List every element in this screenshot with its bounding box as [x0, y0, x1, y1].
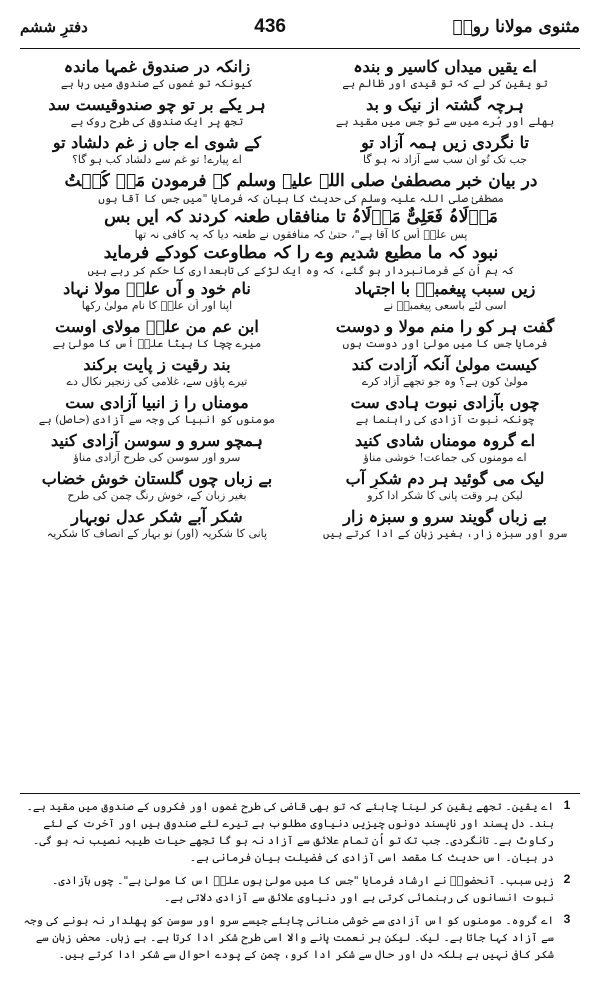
verse-left-hemistich: ہمچو سرو و سوسن آزادی کنید [50, 431, 263, 450]
section-heading-translation: مصطفیٰ صلی اللہ علیہ وسلم کی حدیث کا بیان کہ فرمایا "میں جس کا آقا ہوں [98, 192, 504, 205]
spacer [24, 541, 578, 544]
verse-couplet [24, 468, 578, 489]
translation-left: میرے چچا کا بیٹا علیؓ اُس کا مولیٰ ہے [52, 337, 262, 350]
footnote-number: 2 [563, 872, 571, 886]
translation-left: بغیر زبان کے، خوش رنگ چمن کی طرح [67, 489, 247, 502]
translation-right: جب تک تُو ان سب سے آزاد نہ ہو گا [363, 153, 528, 166]
section-heading: در بیان خبر مصطفیٰ صلی اللہ علیہ وسلم کہ فرمودن مَنۡ کُنۡتُ [64, 171, 538, 191]
translation-line [24, 77, 578, 91]
translation-line [24, 115, 578, 129]
verse-right-hemistich: چوں بآزادی نبوت ہادی ست [350, 393, 540, 412]
translation-line [24, 527, 578, 541]
verse-right-hemistich: کیست مولیٰ آنکہ آزادت کند [351, 355, 539, 374]
translation-line [24, 413, 578, 427]
verse-left-hemistich: ہر یکے بر تو چو صندوقیست سد [48, 95, 266, 114]
verse-left-hemistich: بے زباں چوں گلستان خوش خضاب [41, 469, 273, 488]
footnote-number: 1 [563, 798, 571, 812]
translation-right: لیکن ہر وقت پانی کا شکر ادا کرو [367, 489, 523, 502]
verse-couplet [24, 506, 578, 527]
translation-right: سرو اور سبزہ زار، بغیر زبان کے ادا کرتے ہیں [322, 527, 568, 540]
footnote-number: 3 [563, 912, 571, 926]
translation-right: بھلے اور بُرے میں سے تو جس میں مقید ہے [335, 115, 555, 128]
verse-right-hemistich: گفت ہر کو را منم مولا و دوست [335, 317, 555, 336]
verse-couplet [24, 430, 578, 451]
translation-line [24, 153, 578, 167]
translation-right: چونکہ نبوت آزادی کی راہنما ہے [355, 413, 535, 426]
footnote-rule [20, 793, 580, 794]
verse-couplet [24, 354, 578, 375]
translation-right: مولیٰ کون ہے؟ وہ جو تجھے آزاد کرے [361, 375, 529, 388]
poem-body [24, 56, 578, 790]
section-heading-translation: کہ ہم اُن کے فرمانبردار ہو گئے، کہ وہ ایک لڑکے کی تابعداری کا حکم کر رہے ہیں [87, 264, 515, 277]
translation-right: اسی لئے باسعی پیغمبرؐ نے [383, 299, 507, 312]
translation-left: اے پیارے! تو غم سے دلشاد کب ہو گا؟ [72, 153, 242, 166]
book-title: مثنوی مولانا رومؒ [452, 17, 580, 37]
verse-right-hemistich: ہرچہ گشتہ از نیک و بد [366, 95, 524, 114]
translation-left: اپنا اور اُن علیؓ کا نام مولیٰ رکھا [81, 299, 233, 312]
footnote [20, 798, 580, 866]
verse-left-hemistich: زانکہ در صندوق غمہا ماندہ [63, 57, 251, 76]
verse-right-hemistich: اے یقیں میداں کاسیر و بندہ [353, 57, 537, 76]
translation-line [24, 375, 578, 389]
volume-label: دفترِ ششم [20, 18, 88, 36]
translation-left: تجھ پر ایک صندوق کی طرح روک ہے [70, 115, 244, 128]
verse-right-hemistich: لیک می گوئید ہر دم شکرِ آب [345, 469, 545, 488]
verse-left-hemistich: بند رقیت ز پایت برکند [83, 355, 231, 374]
footnote [20, 872, 580, 906]
translation-right: تو یقین کر لے کہ تو قیدی اور ظالم ہے [342, 77, 548, 90]
section-heading-translation: پس علیؓ اُس کا آقا ہے"، حتیٰ کہ منافقوں نے طعنہ دیا کہ یہ کافی نہ تھا [134, 228, 468, 241]
translation-left: پانی کا شکریہ (اور) نو بہار کے انصاف کا شکریہ [46, 527, 268, 540]
page-number: 436 [254, 16, 286, 37]
section-heading: مَوۡلَاہُ فَعَلِیٌّ مَوۡلَاہُ تا منافقاں طعنہ کردند کہ ایں بس [104, 207, 498, 227]
translation-left: کیونکہ تو غموں کے صندوق میں رہا ہے [60, 77, 253, 90]
translation-right: فرمایا جس کا میں مولیٰ اور دوست ہوں [342, 337, 548, 350]
verse-left-hemistich: شکر آبے شکر عدل نوبہار [71, 507, 243, 526]
translation-line [24, 489, 578, 503]
header-rule [20, 48, 580, 49]
footnote-text: زیں سبب۔ آنحضورؐ نے ارشاد فرمایا "جس کا میں مولیٰ ہوں علیؓ اس کا مولیٰ ہے"۔ چوں بآزادی۔ نبوت انسانوں کی رہنمائی کرتی ہے اور دنیاوی علائق سے آزادی دلاتی ہے۔ [51, 874, 554, 904]
verse-left-hemistich: ابن عم من علیؓ مولای اوست [55, 317, 259, 336]
footnotes [20, 798, 580, 974]
translation-right: اے مومنوں کی جماعت! خوشی مناؤ [363, 451, 527, 464]
verse-couplet [24, 392, 578, 413]
translation-left: مومنوں کو انبیا کی وجہ سے آزادی (حاصل) ہے [38, 413, 276, 426]
verse-left-hemistich: مومناں را ز انبیا آزادی ست [65, 393, 249, 412]
translation-line [24, 299, 578, 313]
verse-right-hemistich: تا نگردی زیں ہمہ آزاد تو [361, 133, 529, 152]
translation-line [24, 451, 578, 465]
footnote-text: اے یقین۔ تجھے یقین کر لینا چاہئے کہ تو بھی قاضی کی طرح غموں اور فکروں کے صندوق میں مقید ہے۔ بند۔ دل پسند اور ناپسند دونوں چیزیں دنیاوی مطلوب ہے تیرے لئے صندوق ہیں اور آخرت کے لئے رکاوٹ ہے۔ تانگردی۔ جب تک تو اُن تمام علائق سے آزاد نہ ہو گا تجھے حیات طیبہ نصیب نہ ہو گی۔ در بیان۔ اس حدیث کا مقصد اسی آزادی کی فضیلت بیان فرمانی ہے۔ [26, 800, 554, 864]
page-header [20, 8, 580, 46]
verse-right-hemistich: زیں سبب پیغمبرؐ با اجتہاد [354, 279, 536, 298]
verse-couplet [24, 278, 578, 299]
verse-left-hemistich: کے شوی اے جاں ز غم دلشاد تو [52, 133, 262, 152]
footnote-text: اے گروہ۔ مومنوں کو اس آزادی سے خوشی منانی چاہئے جیسے سرو اور سوسن کو پھلدار نہ ہونے کی وجہ سے آزاد کہا جاتا ہے۔ لیک۔ لیکن ہر نعمت پانے والا اسی طرح شکر ادا کرتا ہے۔ بے زباں۔ محض زبان سے شکر کافی نہیں ہے بلکہ دل اور حال سے شکر ادا کرو، چمن کے پودے احوال سے شکر ادا کرتے ہیں۔ [23, 914, 554, 961]
footnote [20, 912, 580, 963]
verse-left-hemistich: نام خود و آں علیؓ مولا نہاد [63, 279, 251, 298]
translation-left: تیرے پاؤں سے، غلامی کی زنجیر نکال دے [66, 375, 248, 388]
section-heading: نبود کہ ما مطیع شدیم وے را کہ مطاوعت کودکے فرماید [103, 243, 499, 263]
verse-couplet [24, 132, 578, 153]
verse-right-hemistich: بے زباں گویند سرو و سبزہ زار [343, 507, 547, 526]
translation-left: سرو اور سوسن کی طرح آزادی مناؤ [73, 451, 241, 464]
translation-line [24, 337, 578, 351]
verse-couplet [24, 94, 578, 115]
verse-couplet [24, 56, 578, 77]
verse-couplet [24, 316, 578, 337]
verse-right-hemistich: اے گروہ مومناں شادی کنید [354, 431, 536, 450]
